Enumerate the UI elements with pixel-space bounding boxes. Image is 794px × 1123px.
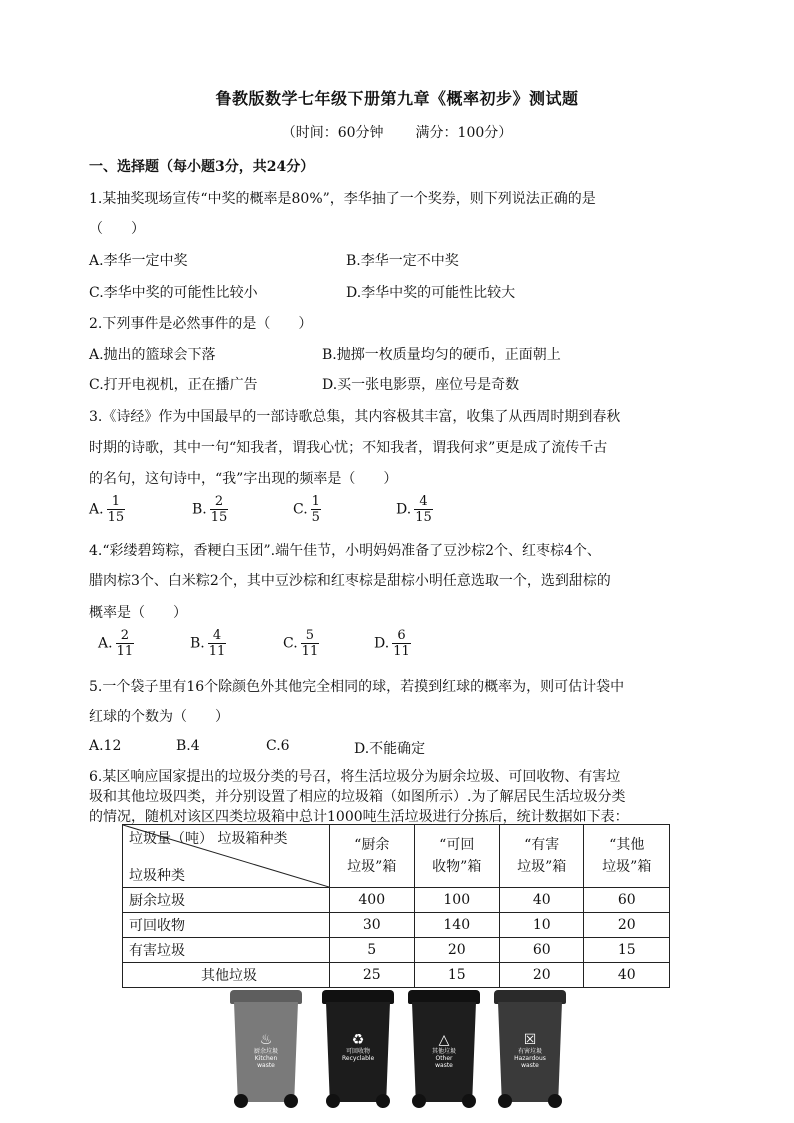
table-cell: 60 (499, 938, 584, 963)
recycle-icon: ♻ (351, 1032, 365, 1048)
q3-option-c: C. $\frac{1}{5}$ (293, 494, 320, 525)
q5-stem-line2: 红球的个数为（ ） (89, 709, 229, 725)
table-cell: 25 (330, 963, 415, 988)
q6-stem-line2: 圾和其他垃圾四类，并分别设置了相应的垃圾箱（如图所示）.为了解居民生活垃圾分类 (89, 789, 626, 805)
q5-option-b: B.4 (176, 738, 200, 754)
time-limit: （时间：60分钟 (281, 125, 384, 141)
column-header: “厨余 垃圾”箱 (330, 825, 415, 888)
column-header: “有害 垃圾”箱 (499, 825, 584, 888)
row-label: 可回收物 (123, 913, 330, 938)
table-cell: 20 (414, 938, 499, 963)
q6-stem-line1: 6.某区响应国家提出的垃圾分类的号召，将生活垃圾分为厨余垃圾、可回收物、有害垃 (89, 769, 621, 785)
table-cell: 20 (499, 963, 584, 988)
q6-stem-line3: 的情况，随机对该区四类垃圾箱中总计1000吨生活垃圾进行分拣后，统计数据如下表： (89, 809, 629, 825)
q3-stem-line3: 的名句，这句诗中，“我”字出现的频率是（ ） (89, 471, 398, 487)
hazardous-waste-bin: ☒ 有害垃圾 Hazardous waste (490, 990, 570, 1114)
table-cell: 5 (330, 938, 415, 963)
kitchen-icon: ♨ (259, 1032, 273, 1048)
q1-option-c: C.李华中奖的可能性比较小 (89, 285, 258, 301)
q5-stem-line1: 5.一个袋子里有16个除颜色外其他完全相同的球，若摸到红球的概率为，则可估计袋中 (89, 679, 625, 695)
full-score: 满分：100分） (415, 125, 513, 141)
table-cell: 15 (584, 938, 670, 963)
q4-option-b: B. $\frac{4}{11}$ (190, 628, 226, 659)
table-row (123, 888, 670, 913)
q5-option-c: C.6 (266, 738, 290, 754)
q1-stem-line1: 1.某抽奖现场宣传“中奖的概率是80%”，李华抽了一个奖券，则下列说法正确的是 (89, 191, 596, 207)
page-title: 鲁教版数学七年级下册第九章《概率初步》测试题 (215, 89, 579, 108)
q1-stem-line2: （ ） (89, 221, 145, 237)
section-heading: 一、选择题（每小题3分，共24分） (89, 159, 315, 175)
garbage-bins-illustration (226, 990, 576, 1110)
corner-top-label: 垃圾量（吨） 垃圾箱种类 (129, 831, 288, 847)
q3-stem-line2: 时期的诗歌，其中一句“知我者，谓我心忧；不知我者，谓我何求”更是成了流传千古 (89, 440, 608, 456)
garbage-data-table (122, 824, 670, 988)
q1-option-b: B.李华一定不中奖 (346, 253, 459, 269)
q3-option-b: B. $\frac{2}{15}$ (192, 494, 228, 525)
table-cell: 40 (499, 888, 584, 913)
kitchen-waste-bin: ♨ 厨余垃圾 Kitchen waste (226, 990, 306, 1114)
table-row (123, 938, 670, 963)
q5-option-d: D.不能确定 (354, 741, 426, 757)
q3-stem-line1: 3.《诗经》作为中国最早的一部诗歌总集，其内容极其丰富，收集了从西周时期到春秋 (89, 409, 621, 425)
q2-option-a: A.抛出的篮球会下落 (89, 347, 216, 363)
table-cell: 20 (584, 913, 670, 938)
row-label: 厨余垃圾 (123, 888, 330, 913)
table-row (123, 913, 670, 938)
q3-option-a: A. $\frac{1}{15}$ (89, 494, 125, 525)
exam-info (0, 122, 794, 142)
table-cell: 15 (414, 963, 499, 988)
column-header: “可回 收物”箱 (414, 825, 499, 888)
q4-option-a: A. $\frac{2}{11}$ (98, 628, 134, 659)
q2-option-b: B.抛掷一枚质量均匀的硬币，正面朝上 (322, 347, 561, 363)
recyclable-bin: ♻ 可回收物 Recyclable (318, 990, 398, 1114)
q2-stem: 2.下列事件是必然事件的是（ ） (89, 316, 313, 332)
table-row (123, 963, 670, 988)
table-cell: 100 (414, 888, 499, 913)
table-header-row (123, 825, 670, 888)
other-waste-icon: △ (438, 1032, 450, 1048)
corner-bottom-label: 垃圾种类 (129, 868, 185, 884)
q4-option-d: D. $\frac{6}{11}$ (374, 628, 410, 659)
table-cell: 30 (330, 913, 415, 938)
other-waste-bin: △ 其他垃圾 Other waste (404, 990, 484, 1114)
table-cell: 10 (499, 913, 584, 938)
q4-stem-line1: 4.“彩缕碧筠粽，香粳白玉团”.端午佳节，小明妈妈准备了豆沙棕2个、红枣棕4个、 (89, 543, 601, 559)
row-label: 其他垃圾 (123, 963, 330, 988)
q4-stem-line3: 概率是（ ） (89, 605, 187, 621)
q2-option-d: D.买一张电影票，座位号是奇数 (322, 377, 520, 393)
q3-option-d: D. $\frac{4}{15}$ (396, 494, 432, 525)
hazardous-icon: ☒ (523, 1032, 537, 1048)
table-cell: 400 (330, 888, 415, 913)
q4-option-c: C. $\frac{5}{11}$ (283, 628, 319, 659)
q2-option-c: C.打开电视机，正在播广告 (89, 377, 258, 393)
q5-option-a: A.12 (89, 738, 122, 754)
column-header: “其他 垃圾”箱 (584, 825, 670, 888)
table-cell: 40 (584, 963, 670, 988)
table-corner-cell (123, 825, 330, 888)
table-cell: 140 (414, 913, 499, 938)
q4-stem-line2: 腊肉棕3个、白米粽2个，其中豆沙棕和红枣棕是甜棕小明任意选取一个，选到甜棕的 (89, 573, 611, 589)
row-label: 有害垃圾 (123, 938, 330, 963)
q1-option-a: A.李华一定中奖 (89, 253, 188, 269)
q1-option-d: D.李华中奖的可能性比较大 (346, 285, 516, 301)
table-cell: 60 (584, 888, 670, 913)
